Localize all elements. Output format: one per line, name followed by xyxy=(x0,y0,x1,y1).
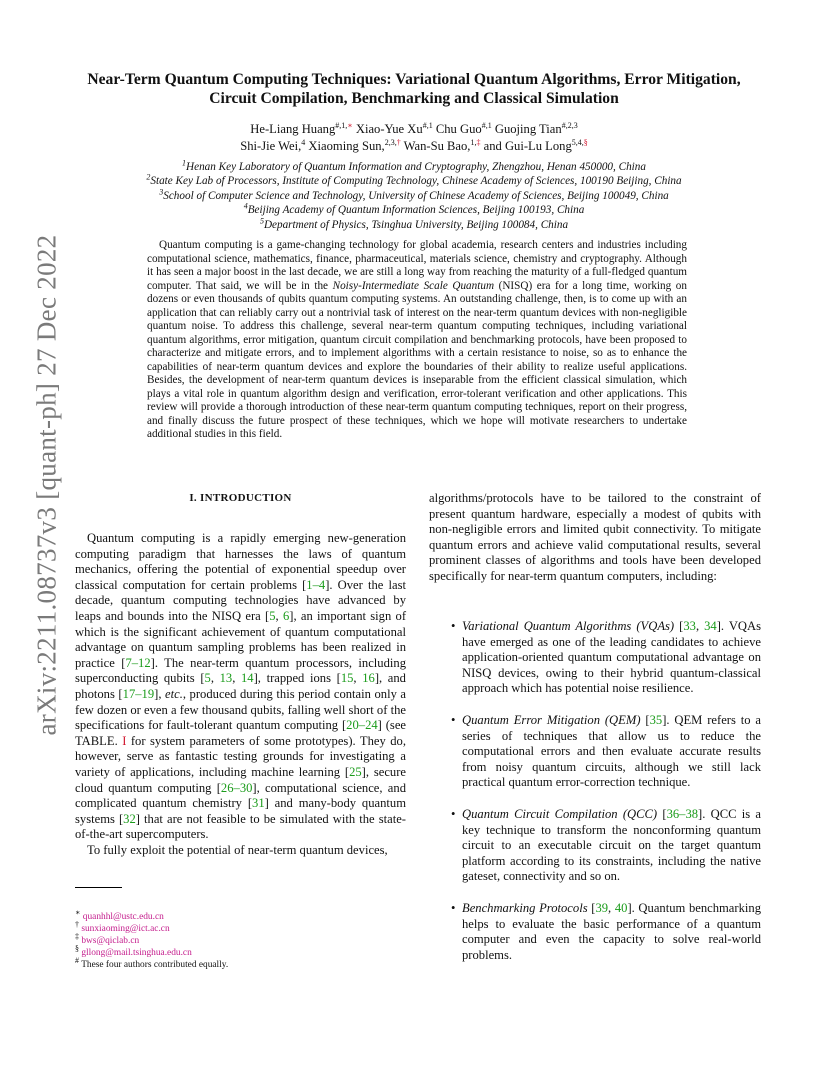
bullet-text: ]. QCC is a key technique to transform the nonconforming quantum circuit to an executable circuit on the target quantum platform according to its constraints, including the native gateset, connectivity and so on. xyxy=(462,806,762,884)
bullet-text: ]. Quantum benchmarking helps to evaluate the basic performance of a quantum computer and even the capacity to solve real-world problems. xyxy=(462,900,761,962)
abstract-emphasis: Noisy-Intermediate Scale Quantum xyxy=(332,279,495,292)
affiliation-text: School of Computer Science and Technology, University of Chinese Academy of Sciences, Beijing 100049, China xyxy=(163,189,669,202)
technique-bullets xyxy=(429,619,761,963)
citation-link[interactable]: 32 xyxy=(123,811,136,826)
affiliation-text: State Key Lab of Processors, Institute of Computing Technology, Chinese Academy of Sciences, 100190 Beijing, China xyxy=(150,175,682,188)
citation-link[interactable]: 5 xyxy=(269,608,276,623)
author-name: Wan-Su Bao, xyxy=(403,139,471,153)
author-affil: 1, xyxy=(470,137,477,147)
bullet-term: Quantum Error Mitigation (QEM) xyxy=(462,712,641,727)
body-text: ], secure cloud quantum computing [ xyxy=(75,764,406,795)
citation-link[interactable]: 15 xyxy=(340,671,354,686)
author-name: and Gui-Lu Long xyxy=(483,139,572,153)
author-name: Shi-Jie Wei, xyxy=(240,139,302,153)
email-link[interactable]: gllong@mail.tsinghua.edu.cn xyxy=(81,948,192,958)
affiliation xyxy=(80,160,748,174)
citation-link[interactable]: 26–30 xyxy=(220,780,253,795)
citation-link[interactable]: 36–38 xyxy=(666,806,699,821)
footnote xyxy=(75,931,406,947)
bullet-icon: • xyxy=(451,806,456,821)
body-text: ], an important sign of which is the significant achievement of quantum computational advantage on quantum sampling problems has been realized in practice [ xyxy=(75,608,407,670)
body-text: [ xyxy=(657,806,667,821)
citation-link[interactable]: 35 xyxy=(649,712,663,727)
affiliation-number: 4 xyxy=(243,201,248,211)
list-item xyxy=(429,713,761,791)
bullet-text: ]. QEM refers to a series of techniques that allow us to reduce the computational errors and then evaluate accurate results from noisy quantum circuits, although we still lack practical quantum error-correction technique. xyxy=(462,712,762,790)
abstract-paragraph xyxy=(147,239,687,442)
author-name: Xiaoming Sun, xyxy=(308,139,385,153)
author-name: Xiao-Yue Xu xyxy=(355,122,423,136)
footnote-mark: ‡ xyxy=(75,931,79,941)
author-affil: #,1 xyxy=(481,120,492,130)
footnote-mark: § xyxy=(75,943,79,953)
citation-link[interactable]: 16 xyxy=(362,671,375,686)
section-heading-introduction: I. INTRODUCTION xyxy=(189,492,292,504)
affiliation xyxy=(80,203,748,217)
footnote xyxy=(75,919,406,935)
footnote-divider xyxy=(75,887,122,888)
title-line-2: Circuit Compilation, Benchmarking and Classical Simulation xyxy=(209,90,619,107)
citation-link[interactable]: 20–24 xyxy=(346,718,378,733)
body-text: for system parameters of some prototypes). They do, however, serve as fantastic testing grounds for investigating a variety of applications, including machine learning [ xyxy=(75,733,406,779)
citation-link[interactable]: 34 xyxy=(704,619,717,633)
author-affil: 5,4, xyxy=(571,137,584,147)
author-affil: #,1, xyxy=(335,120,348,130)
author-affil: #,2,3 xyxy=(561,120,578,130)
bullet-icon: • xyxy=(451,619,456,633)
body-text: ]. Over the last decade, quantum computing technologies have advanced by leaps and bounds into the NISQ era [ xyxy=(75,577,406,623)
author-footnote-mark[interactable]: ∗ xyxy=(347,120,353,130)
footnote xyxy=(75,955,406,971)
author-footnote-mark[interactable]: ‡ xyxy=(476,137,481,147)
author-list xyxy=(100,121,728,155)
citation-link[interactable]: 1–4 xyxy=(306,577,326,592)
body-text: [ xyxy=(674,619,684,633)
citation-link[interactable]: 13 xyxy=(219,671,233,686)
citation-link[interactable]: 17–19 xyxy=(122,686,155,701)
author-affil: #,1 xyxy=(422,120,433,130)
body-text: ] that are not feasible to be simulated with the state-of-the-art supercomputers. xyxy=(75,811,406,842)
affiliation-text: Department of Physics, Tsinghua University, Beijing 100084, China xyxy=(263,218,569,231)
abstract xyxy=(147,239,687,442)
footnote xyxy=(75,943,406,959)
citation-link[interactable]: 39 xyxy=(595,900,609,915)
body-text: [ xyxy=(587,900,596,915)
affiliation xyxy=(80,174,748,188)
citation-link[interactable]: 6 xyxy=(282,608,290,623)
citation-link[interactable]: 7–12 xyxy=(125,655,151,670)
affiliation-number: 5 xyxy=(259,215,264,225)
intro-paragraph-1: Quantum computing is a rapidly emerging new-generation computing paradigm that harnesses the laws of quantum mechanics, offering the potential of exponential speedup over classical computation for certain problems [1–4]. Over the last decade, quantum computing technologies have advanced by leaps and bounds into the NISQ era [5, 6], an important sign of which is the significant achievement of quantum computational advantage on quantum sampling problems has been realized in practice [7–12]. The near-term quantum processors, including superconducting qubits [5, 13, 14], trapped ions [15, 16], and photons [17–19], etc., produced during this period contain only a few dozen or even a few thousand qubits, falling well short of the specifications for fault-tolerant quantum computing [20–24] (see TABLE. I for system parameters of some prototypes). They do, however, serve as fantastic testing grounds for investigating a variety of applications, including machine learning [25], secure cloud quantum computing [26–30], computational science, and complicated quantum chemistry [31] and many-body quantum systems [32] that are not feasible to be simulated with the state-of-the-art supercomputers. xyxy=(75,531,407,842)
affiliations xyxy=(80,160,748,232)
body-text: ], computational science, and complicated quantum chemistry [ xyxy=(75,780,406,811)
abstract-text: (NISQ) era for a long time, working on dozens or even thousands of qubits quantum computing systems. An outstanding challenge, then, is to come up with an application that can reliably carry out a nontrivial task of interest on the near-term quantum devices with non-negligible quantum noise. To address this challenge, several near-term quantum computing techniques, including variational quantum algorithms, error mitigation, quantum circuit compilation and benchmarking protocols, have been proposed to characterize and mitigate errors, and to implement algorithms with a certain resistance to noise, so as to enhance the capabilities of near-term quantum devices and explore the boundaries of their ability to realize useful applications. Besides, the development of near-term quantum devices is inseparable from the efficient classical simulation, which plays a vital role in quantum algorithm design and verification, error-tolerant verification and other applications. This review will provide a thorough introduction of these near-term quantum computing techniques, report on their progress, and finally discuss the future prospect of these techniques, which we hope will motivate researchers to undertake additional studies in this field. xyxy=(147,279,687,440)
body-text: , produced during this period contain only a few dozen or even a few thousand qubits, falling well short of the specifications for fault-tolerant quantum computing [ xyxy=(75,686,407,733)
body-text: ], xyxy=(154,686,166,701)
bullet-icon: • xyxy=(451,712,456,727)
citation-link[interactable]: 31 xyxy=(252,796,265,811)
citation-link[interactable]: 14 xyxy=(241,671,254,686)
bullet-term: Variational Quantum Algorithms (VQAs) xyxy=(462,619,675,633)
body-text: ], trapped ions [ xyxy=(253,671,341,686)
affiliation-text: Henan Key Laboratory of Quantum Information and Cryptography, Zhengzhou, Henan 450000, China xyxy=(186,161,646,173)
email-link[interactable]: bws@qiclab.cn xyxy=(81,936,140,946)
author-affil: 4 xyxy=(301,137,306,147)
bullet-term: Benchmarking Protocols xyxy=(462,900,588,915)
body-text: ], and photons [ xyxy=(75,671,406,701)
author-footnote-mark[interactable]: † xyxy=(396,137,401,147)
intro-paragraph-2-continued: algorithms/protocols have to be tailored to the constraint of present quantum hardware, especially a modest of qubits with non-negligible errors and limited qubit connectivity. To mitigate quantum errors and achieve valid computational results, several prominent classes of algorithms and tools have been developed specifically for near-term quantum computers, including: xyxy=(429,491,761,583)
bullet-icon: • xyxy=(451,900,456,915)
bullet-text: ]. VQAs have emerged as one of the leading candidates to achieve application-oriented quantum computational advantage on NISQ devices, owing to their hybrid quantum-classical approach which has potential noise resilience. xyxy=(462,619,762,696)
author-affil: 2,3, xyxy=(384,137,397,147)
affiliation xyxy=(80,189,748,203)
affiliation-number: 3 xyxy=(159,187,164,197)
body-text: ]. The near-term quantum processors, including superconducting qubits [ xyxy=(75,655,406,686)
footnote-mark: # xyxy=(75,955,79,965)
citation-link[interactable]: 25 xyxy=(349,764,362,779)
footnote-mark: ∗ xyxy=(75,907,81,917)
paper-title xyxy=(60,70,768,108)
footnote-mark: † xyxy=(75,919,79,929)
author-name: He-Liang Huang xyxy=(250,122,336,136)
bullet-term: Quantum Circuit Compilation (QCC) xyxy=(462,806,658,821)
email-link[interactable]: sunxiaoming@ict.ac.cn xyxy=(81,924,170,934)
footnote xyxy=(75,907,406,923)
arxiv-stamp-text: arXiv:2211.08737v3 [quant-ph] 27 Dec 2022 xyxy=(31,234,62,736)
intro-right-column xyxy=(429,491,761,585)
author-footnote-mark[interactable]: § xyxy=(583,137,588,147)
affiliation xyxy=(80,215,748,232)
list-item: • Variational Quantum Algorithms (VQAs) [33, 34]. VQAs have emerged as one of the leading candidates to achieve application-oriented quantum computational advantage on NISQ devices, owing to their hybrid quantum-classical approach which has potential noise resilience. xyxy=(451,619,762,696)
abstract-text: Quantum computing is a game-changing technology for global academia, research centers and industries including computational science, mathematics, finance, pharmaceutical, materials science, chemistry and cryptography. Although it has seen a major boost in the last decade, we are still a long way from reaching the maturity of a full-fledged quantum computer. That said, we will be in the xyxy=(147,239,687,292)
title-line-1: Near-Term Quantum Computing Techniques: Variational Quantum Algorithms, Error Mitigation, xyxy=(87,71,741,88)
footnotes xyxy=(75,907,406,971)
affiliation-number: 1 xyxy=(182,158,187,168)
citation-link[interactable]: 5 xyxy=(204,671,211,686)
body-text: ] and many-body quantum systems [ xyxy=(75,796,406,826)
intro-left-column xyxy=(75,531,406,858)
intro-paragraph-2: To fully exploit the potential of near-term quantum devices, xyxy=(87,842,388,857)
technique-list xyxy=(429,619,761,963)
list-item: • Benchmarking Protocols [39, 40]. Quantum benchmarking helps to evaluate the basic performance of a quantum computer and even the capacity to solve real-world problems. xyxy=(451,900,761,962)
body-text: ] (see TABLE. xyxy=(75,718,406,748)
body-text: [ xyxy=(640,712,650,727)
footnote-text: These four authors contributed equally. xyxy=(81,960,229,970)
email-link[interactable]: quanhhl@ustc.edu.cn xyxy=(82,912,164,922)
citation-link[interactable]: 40 xyxy=(614,900,628,915)
body-text: Quantum computing is a rapidly emerging new-generation computing paradigm that harnesses the laws of quantum mechanics, offering the potential of exponential speedup over classical computation for certain problems [ xyxy=(75,531,406,592)
affiliation-text: Beijing Academy of Quantum Information Sciences, Beijing 100193, China xyxy=(247,204,585,217)
list-item xyxy=(429,807,761,885)
author-line-1 xyxy=(100,121,728,138)
author-name: Guojing Tian xyxy=(494,122,562,136)
affiliation-number: 2 xyxy=(146,172,151,182)
table-reference-link[interactable]: I xyxy=(122,733,127,748)
author-line-2 xyxy=(100,138,728,155)
citation-link[interactable]: 33 xyxy=(683,619,696,633)
author-name: Chu Guo xyxy=(435,122,482,136)
body-emphasis: etc. xyxy=(165,686,183,701)
